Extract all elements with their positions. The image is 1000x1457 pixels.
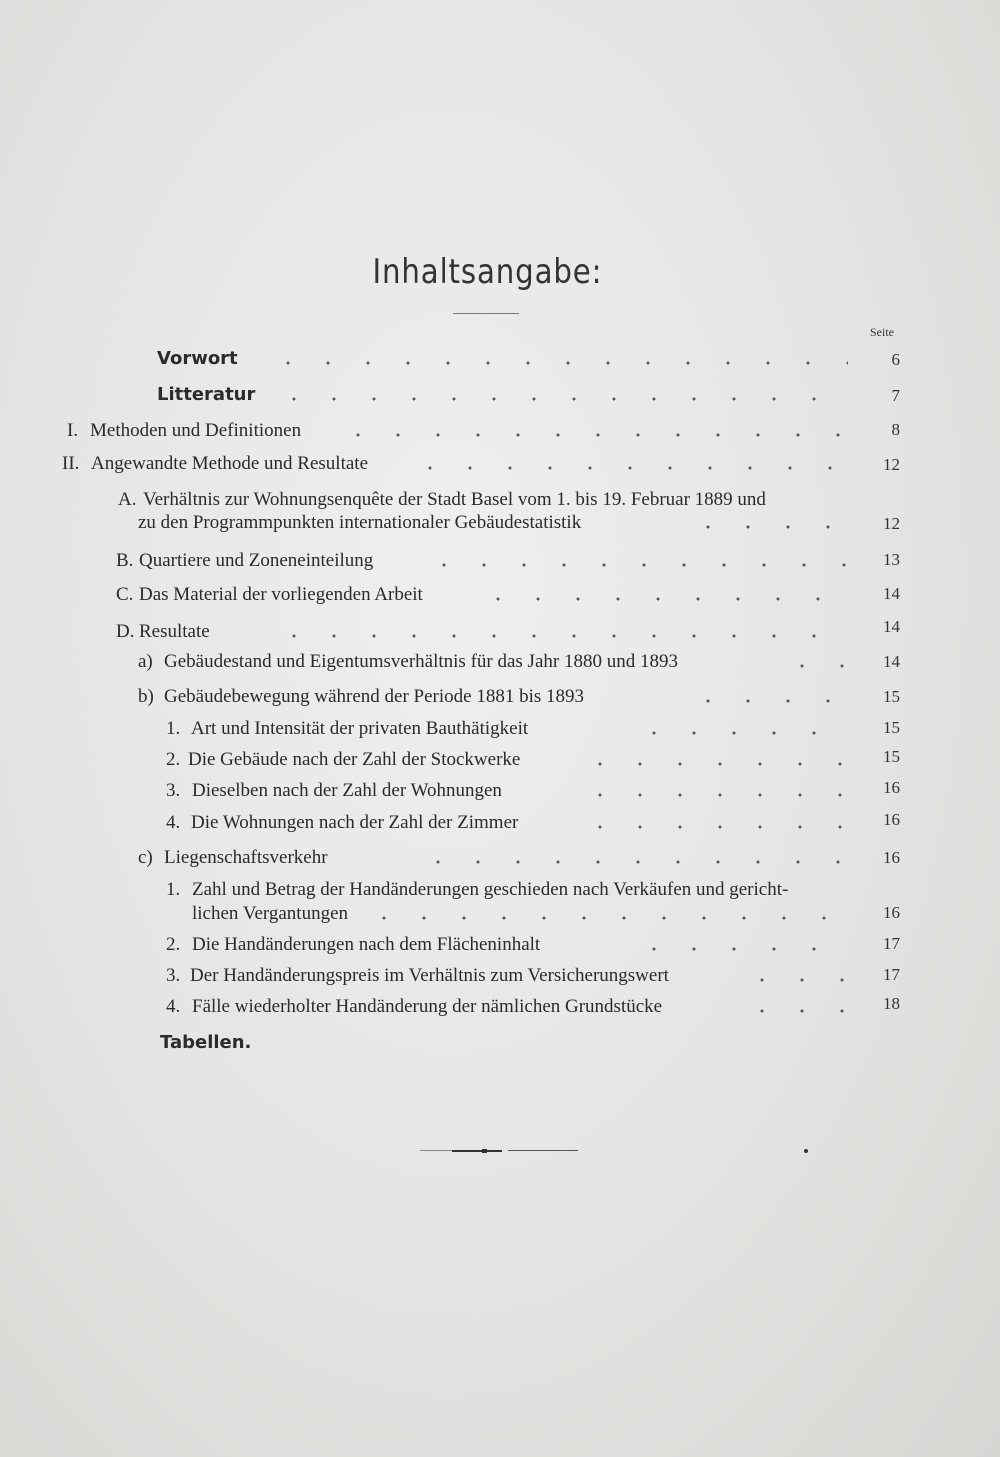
toc-entry-text: Die Handänderungen nach dem Flächeninhalt <box>192 934 541 955</box>
toc-entry-page: 7 <box>891 386 900 405</box>
print-speck <box>804 1149 808 1153</box>
toc-entry-page: 13 <box>883 550 900 569</box>
toc-entry-c-item-4 <box>0 996 1000 1024</box>
toc-entry-text: Verhältnis zur Wohnungsenquête der Stadt Basel vom 1. bis 19. Februar 1889 und <box>143 489 766 510</box>
toc-entry-number: a) <box>138 651 153 672</box>
toc-entry-b-item-3 <box>0 780 1000 808</box>
toc-entry-number: B. <box>116 550 134 571</box>
toc-entry-b-item-2 <box>0 749 1000 777</box>
toc-entry-page: 14 <box>883 652 900 671</box>
toc-entry-page: 18 <box>883 994 900 1013</box>
toc-entry-page: 15 <box>883 687 900 706</box>
toc-entry-page: 16 <box>883 848 900 867</box>
toc-entry-page: 17 <box>883 965 900 984</box>
toc-entry-text: Fälle wiederholter Handänderung der nämlichen Grundstücke <box>192 996 663 1017</box>
toc-entry-page: 15 <box>883 718 900 737</box>
toc-entry-text: Art und Intensität der privaten Bauthätigkeit <box>191 718 529 739</box>
leader-dots <box>410 453 848 473</box>
toc-entry-section-d <box>0 617 1000 649</box>
toc-entry-number: 1. <box>166 879 181 900</box>
toc-entry-number: A. <box>118 489 137 510</box>
toc-entry-text: Die Wohnungen nach der Zahl der Zimmer <box>191 812 519 833</box>
leader-dots <box>478 584 848 604</box>
toc-entry-number: D. <box>116 621 135 642</box>
toc-entry-litteratur <box>0 384 1000 412</box>
toc-entry-b-item-1 <box>0 718 1000 746</box>
toc-entry-number: 4. <box>166 996 181 1017</box>
page-column-header: Seite <box>870 325 894 339</box>
toc-entry-text: Zahl und Betrag der Handänderungen geschieden nach Verkäufen und gericht- <box>192 879 789 900</box>
toc-entry-c-item-2 <box>0 934 1000 962</box>
ornament-line-right <box>508 1150 578 1151</box>
leader-dots <box>580 812 848 832</box>
leader-dots <box>742 965 848 985</box>
toc-entry-text-continued: zu den Programmpunkten internationaler Gebäudestatistik <box>138 512 582 533</box>
toc-entry-text: Die Gebäude nach der Zahl der Stockwerke <box>188 749 521 770</box>
toc-entry-chapter-2 <box>0 453 1000 481</box>
leader-dots <box>634 934 848 954</box>
document-title: Inhaltsangabe: <box>372 252 603 292</box>
toc-entry-text: Angewandte Methode und Resultate <box>91 453 369 474</box>
toc-entry-number: 4. <box>166 812 181 833</box>
leader-dots <box>424 550 848 570</box>
leader-dots <box>688 512 848 532</box>
end-ornament <box>420 1148 590 1154</box>
toc-entry-page: 14 <box>883 617 900 636</box>
toc-entry-number: b) <box>138 686 154 707</box>
leader-dots <box>742 996 848 1016</box>
toc-entry-tabellen <box>0 1032 1000 1060</box>
toc-entry-subsection-b <box>0 686 1000 714</box>
toc-entry-subsection-a <box>0 651 1000 679</box>
toc-entry-page: 16 <box>883 778 900 797</box>
toc-entry-text: Quartiere und Zoneneinteilung <box>139 550 374 571</box>
toc-entry-chapter-1 <box>0 420 1000 448</box>
toc-entry-page: 6 <box>891 350 900 369</box>
leader-dots <box>418 847 848 867</box>
toc-entry-section-b <box>0 550 1000 578</box>
toc-entry-number: II. <box>62 453 80 474</box>
toc-entry-text: Das Material der vorliegenden Arbeit <box>139 584 423 605</box>
leader-dots <box>688 686 848 706</box>
leader-dots <box>782 651 848 671</box>
toc-entry-page: 12 <box>883 514 900 533</box>
toc-entry-text: Liegenschaftsverkehr <box>164 847 328 868</box>
toc-entry-number: c) <box>138 847 153 868</box>
toc-entry-vorwort <box>0 348 1000 376</box>
leader-dots <box>338 420 848 440</box>
toc-entry-page: 16 <box>883 903 900 922</box>
toc-entry-text: Litteratur <box>157 384 256 405</box>
toc-entry-c-item-3 <box>0 965 1000 993</box>
leader-dots <box>634 718 848 738</box>
toc-entry-number: 2. <box>166 934 181 955</box>
toc-entry-text: Tabellen. <box>160 1032 252 1053</box>
toc-entry-section-a-cont <box>0 512 1000 540</box>
toc-entry-section-c <box>0 584 1000 612</box>
leader-dots <box>274 621 848 641</box>
toc-entry-number: 1. <box>166 718 181 739</box>
toc-entry-b-item-4 <box>0 812 1000 840</box>
toc-entry-text: Der Handänderungspreis im Verhältnis zum Versicherungswert <box>190 965 669 986</box>
toc-entry-page: 8 <box>891 420 900 439</box>
toc-entry-page: 15 <box>883 747 900 766</box>
leader-dots <box>580 749 848 769</box>
toc-entry-page: 16 <box>883 810 900 829</box>
leader-dots <box>364 903 848 923</box>
toc-entry-number: 2. <box>166 749 181 770</box>
leader-dots <box>580 780 848 800</box>
toc-entry-number: I. <box>67 420 79 441</box>
leader-dots <box>268 348 848 368</box>
toc-entry-text: Resultate <box>139 621 210 642</box>
toc-entry-page: 14 <box>883 584 900 603</box>
leader-dots <box>274 384 848 404</box>
toc-entry-page: 17 <box>883 934 900 953</box>
toc-entry-text: Vorwort <box>157 348 238 369</box>
toc-entry-text: Gebäudebewegung während der Periode 1881 bis 1893 <box>164 686 584 707</box>
ornament-line-left <box>420 1150 452 1151</box>
toc-entry-number: 3. <box>166 780 181 801</box>
toc-entry-text-continued: lichen Vergantungen <box>192 903 349 924</box>
toc-entry-text: Methoden und Definitionen <box>90 420 302 441</box>
ornament-bar <box>452 1150 502 1152</box>
ornament-dot <box>482 1149 487 1153</box>
toc-entry-text: Gebäudestand und Eigentumsverhältnis für das Jahr 1880 und 1893 <box>164 651 678 672</box>
toc-entry-number: 3. <box>166 965 181 986</box>
toc-entry-number: C. <box>116 584 134 605</box>
toc-entry-page: 12 <box>883 455 900 474</box>
toc-entry-text: Dieselben nach der Zahl der Wohnungen <box>192 780 502 801</box>
toc-entry-subsection-c <box>0 847 1000 875</box>
toc-entry-c-item-1-cont <box>0 903 1000 931</box>
title-divider <box>453 313 519 314</box>
